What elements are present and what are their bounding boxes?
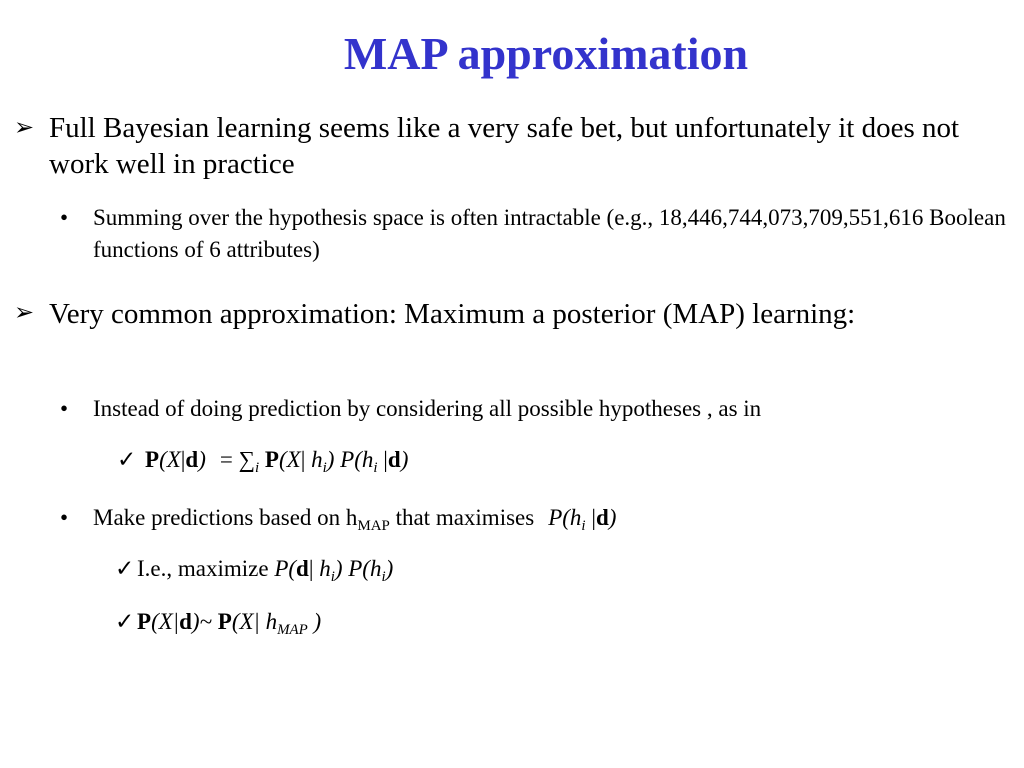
formula-paren: ) — [400, 447, 409, 472]
dot-bullet-icon: • — [60, 205, 69, 230]
formula-bar: | — [377, 447, 388, 472]
sum-symbol: ∑ — [238, 447, 256, 472]
check-map-prediction — [115, 606, 321, 638]
sub-bullet-make-predictions — [60, 502, 1010, 534]
checkmark-icon: ✓ — [115, 609, 135, 634]
arrow-bullet-icon: ➢ — [14, 115, 35, 141]
bullet-map-approximation — [14, 295, 1004, 333]
formula-P: P( — [274, 556, 297, 581]
formula-h: h — [313, 556, 331, 581]
formula-h: h — [311, 447, 323, 472]
formula-bar: | — [585, 505, 596, 530]
formula-h-index: i — [581, 518, 586, 535]
formula-equals: = — [219, 447, 233, 472]
formula-X: (X| — [151, 609, 180, 634]
formula-d: d — [296, 556, 309, 581]
sum-index: i — [255, 460, 260, 477]
formula-X: (X| — [231, 609, 266, 634]
bullet-text: Very common approximation: Maximum a posterior (MAP) learning: — [49, 298, 856, 330]
formula-paren: ) — [326, 447, 335, 472]
formula-P: P — [264, 447, 279, 472]
check-maximize — [115, 553, 393, 585]
map-subscript: MAP — [277, 622, 308, 639]
formula-bar: | — [180, 447, 186, 472]
formula-P: P — [137, 609, 152, 634]
text-fragment: Make predictions based on h — [93, 505, 358, 530]
formula-X: X — [286, 447, 301, 472]
formula-Ph: P(h — [340, 447, 374, 472]
formula-d: d — [387, 447, 401, 472]
formula-tilde: )~ — [191, 609, 218, 634]
formula-full-bayes — [117, 444, 408, 476]
formula-h: h — [265, 609, 278, 634]
sub-bullet-text: Instead of doing prediction by considering all possible hypotheses , as in — [93, 396, 762, 421]
arrow-bullet-icon: ➢ — [14, 300, 35, 326]
formula-paren: ) — [198, 447, 206, 472]
formula-h-index: i — [322, 460, 327, 477]
checkmark-icon: ✓ — [117, 447, 137, 472]
formula-paren: ) — [307, 609, 322, 634]
formula-d: d — [185, 447, 199, 472]
formula-paren: ( — [159, 447, 167, 472]
formula-Ph: ) P(h — [334, 556, 382, 581]
formula-h-index: i — [373, 460, 378, 477]
formula-P: P — [217, 609, 232, 634]
formula-paren: ) — [385, 556, 394, 581]
bullet-text: Full Bayesian learning seems like a very safe bet, but unfortunately it does not work well in practice — [49, 112, 960, 180]
text-fragment: I.e., maximize — [137, 556, 275, 581]
formula-Ph: P(h — [548, 505, 582, 530]
formula-X: X — [166, 447, 181, 472]
text-fragment: that maximises — [389, 505, 535, 530]
formula-bar: | — [300, 447, 306, 472]
formula-paren: ( — [278, 447, 287, 472]
sub-bullet-text — [93, 502, 1010, 534]
formula-paren: ) — [608, 505, 617, 530]
bullet-full-bayesian — [14, 110, 1004, 182]
sub-bullet-instead — [60, 393, 1010, 425]
dot-bullet-icon: • — [60, 396, 69, 421]
formula-h-index: i — [381, 569, 386, 586]
formula-P: P — [145, 447, 160, 472]
formula-d: d — [595, 505, 609, 530]
slide-title: MAP approximation — [343, 28, 749, 79]
formula-d: d — [179, 609, 192, 634]
dot-bullet-icon: • — [60, 505, 69, 530]
formula-bar: | — [308, 556, 314, 581]
checkmark-icon: ✓ — [115, 556, 135, 581]
map-subscript: MAP — [357, 518, 390, 535]
sub-bullet-text: Summing over the hypothesis space is often intractable (e.g., 18,446,744,073,709,551,616 Boolean functions of 6 attributes) — [93, 205, 1006, 262]
sub-bullet-intractable — [60, 202, 1010, 266]
formula-h-index: i — [330, 569, 335, 586]
